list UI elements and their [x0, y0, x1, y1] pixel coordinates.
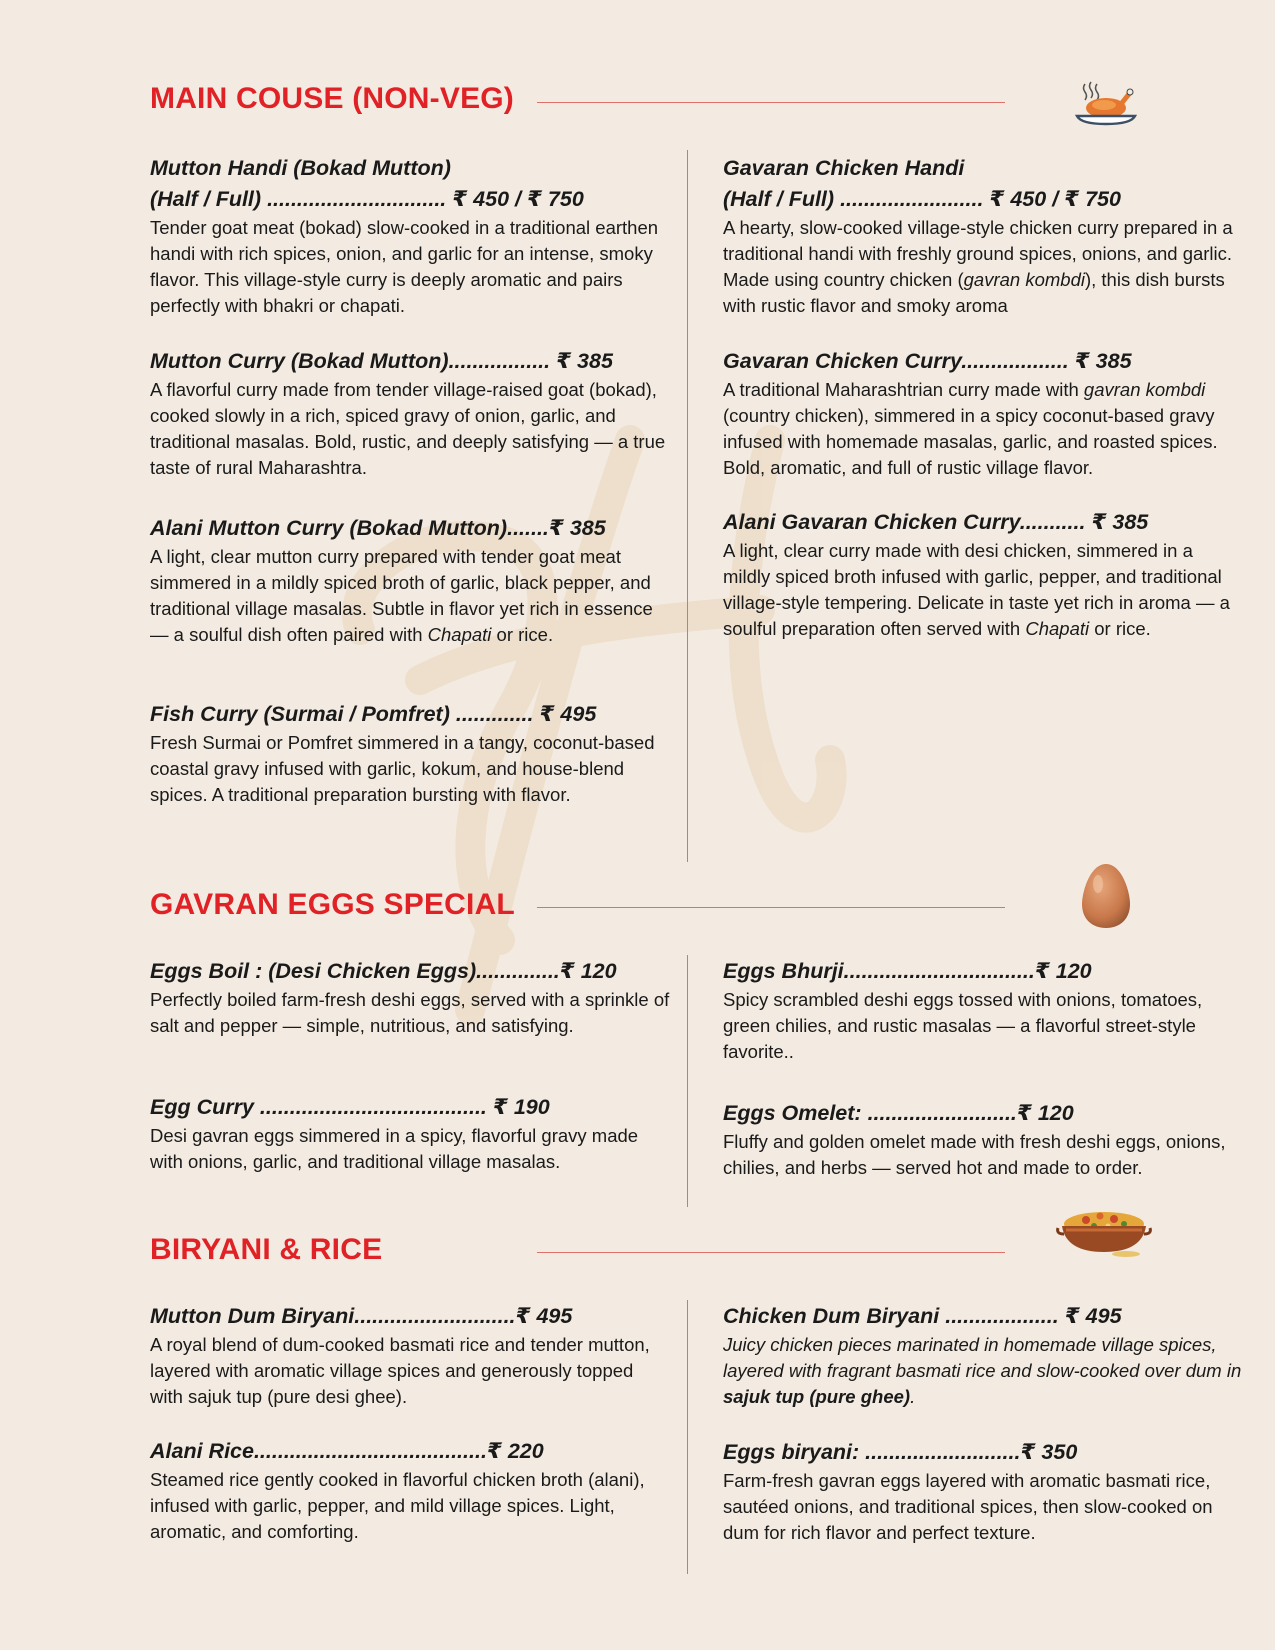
item-name-price: Alani Mutton Curry (Bokad Mutton).......₹ 385 — [150, 516, 606, 540]
section-rule — [537, 1252, 1005, 1253]
menu-item — [150, 1092, 670, 1175]
menu-item — [723, 153, 1243, 319]
menu-item — [723, 1437, 1243, 1546]
item-description: A royal blend of dum-cooked basmati rice and tender mutton, layered with aromatic village spices and generously topped with sajuk tup (pure desi ghee). — [150, 1334, 650, 1407]
item-price: ₹ 120 — [1016, 1101, 1074, 1125]
item-description: Perfectly boiled farm-fresh deshi eggs, served with a sprinkle of salt and pepper — simple, nutritious, and satisfying. — [150, 989, 670, 1036]
item-name-price: Eggs biryani: ..........................₹ 350 — [723, 1440, 1078, 1464]
item-description: Fluffy and golden omelet made with fresh deshi eggs, onions, chilies, and herbs — served hot and made to order. — [723, 1131, 1226, 1178]
item-name-price: Alani Rice.......................................₹ 220 — [150, 1439, 544, 1463]
menu-item — [150, 956, 670, 1039]
item-name: Mutton Handi (Bokad Mutton) — [150, 156, 451, 180]
item-price: ₹ 450 / ₹ 750 — [452, 187, 584, 211]
item-description: Tender goat meat (bokad) slow-cooked in a traditional earthen handi with rich spices, onion, and garlic for an intense, smoky flavor. This village-style curry is deeply aromatic and pairs perfectly with bhakri or chapati. — [150, 217, 659, 316]
item-name-price: Mutton Dum Biryani...........................₹ 495 — [150, 1304, 573, 1328]
item-description: Fresh Surmai or Pomfret simmered in a tangy, coconut-based coastal gravy infused with garlic, kokum, and house-blend spices. A traditional preparation bursting with flavor. — [150, 732, 655, 805]
item-price: ₹ 120 — [559, 959, 617, 983]
menu-item — [150, 699, 670, 808]
menu-item — [723, 507, 1243, 642]
item-price: ₹ 385 — [556, 349, 613, 373]
item-price: ₹ 190 — [492, 1095, 550, 1119]
item-price: ₹ 120 — [1034, 959, 1092, 983]
menu-item — [723, 1301, 1243, 1410]
column-divider — [687, 150, 688, 862]
section-title-eggs: GAVRAN EGGS SPECIAL — [150, 888, 515, 921]
item-price: ₹ 495 — [515, 1304, 573, 1328]
item-description: Spicy scrambled deshi eggs tossed with onions, tomatoes, green chilies, and rustic masalas — a flavorful street-style favorite.. — [723, 989, 1203, 1062]
item-name-price: (Half / Full) ........................ ₹ 450 / ₹ 750 — [723, 187, 1121, 211]
menu-item — [723, 956, 1243, 1065]
item-description: Juicy chicken pieces marinated in homemade village spices, layered with fragrant basmati rice and slow-cooked over dum in sajuk tup (pure ghee). — [723, 1334, 1242, 1407]
section-title-main-course: MAIN COUSE (NON-VEG) — [150, 82, 514, 115]
item-name-price: Fish Curry (Surmai / Pomfret) ............. ₹ 495 — [150, 702, 597, 726]
item-price: ₹ 385 — [1091, 510, 1149, 534]
item-price: ₹ 495 — [1064, 1304, 1122, 1328]
biryani-bowl-icon — [1056, 1204, 1152, 1260]
item-price: ₹ 350 — [1020, 1440, 1078, 1464]
item-name-price: Mutton Curry (Bokad Mutton)................. ₹ 385 — [150, 349, 613, 373]
item-description: Desi gavran eggs simmered in a spicy, flavorful gravy made with onions, garlic, and traditional village masalas. — [150, 1125, 639, 1172]
item-price: ₹ 495 — [539, 702, 597, 726]
item-description: A hearty, slow-cooked village-style chicken curry prepared in a traditional handi with freshly ground spices, onions, and garlic. Made using country chicken (gavran kombdi), this dish bursts with rustic flavor and smoky aroma — [723, 217, 1233, 316]
item-name-price: Eggs Boil : (Desi Chicken Eggs)..............₹ 120 — [150, 959, 617, 983]
item-description: A light, clear curry made with desi chicken, simmered in a mildly spiced broth infused with garlic, pepper, and traditional village-style tempering. Delicate in taste yet rich in aroma — a soulful preparation often served with Chapati or rice. — [723, 540, 1230, 639]
menu-item — [150, 346, 670, 481]
item-name: Gavaran Chicken Handi — [723, 156, 965, 180]
menu-item — [150, 513, 670, 648]
item-name-price: Eggs Omelet: .........................₹ 120 — [723, 1101, 1074, 1125]
item-price: ₹ 385 — [548, 516, 606, 540]
section-title-biryani: BIRYANI & RICE — [150, 1233, 383, 1266]
section-rule — [537, 907, 1005, 908]
item-name-price: Gavaran Chicken Curry.................. ₹ 385 — [723, 349, 1132, 373]
item-description: A traditional Maharashtrian curry made with gavran kombdi (country chicken), simmered in a spicy coconut-based gravy infused with homemade masalas, garlic, and roasted spices. Bold, aromatic, and full of rustic village flavor. — [723, 379, 1218, 478]
item-name-price: Eggs Bhurji................................₹ 120 — [723, 959, 1092, 983]
column-divider — [687, 1300, 688, 1574]
item-description: Steamed rice gently cooked in flavorful chicken broth (alani), infused with garlic, pepper, and mild village spices. Light, aromatic, and comforting. — [150, 1469, 645, 1542]
item-name-price: Alani Gavaran Chicken Curry........... ₹ 385 — [723, 510, 1149, 534]
item-name-price: Egg Curry ...................................... ₹ 190 — [150, 1095, 550, 1119]
item-description: A flavorful curry made from tender village-raised goat (bokad), cooked slowly in a rich, spiced gravy of onion, garlic, and traditional masalas. Bold, rustic, and deeply satisfying — a true taste of rural Maharashtra. — [150, 379, 666, 478]
item-name-price: (Half / Full) .............................. ₹ 450 / ₹ 750 — [150, 187, 584, 211]
egg-icon — [1080, 862, 1132, 930]
item-description: A light, clear mutton curry prepared with tender goat meat simmered in a mildly spiced broth of garlic, black pepper, and traditional village masalas. Subtle in flavor yet rich in essence — a soulful dish often paired with Chapati or rice. — [150, 546, 653, 645]
menu-item — [150, 1436, 670, 1545]
menu-item — [723, 1098, 1243, 1181]
item-description: Farm-fresh gavran eggs layered with aromatic basmati rice, sautéed onions, and traditional spices, then slow-cooked on dum for rich flavor and perfect texture. — [723, 1470, 1213, 1543]
menu-item — [150, 1301, 670, 1410]
menu-item — [150, 153, 670, 319]
menu-item — [723, 346, 1243, 481]
section-rule — [537, 102, 1005, 103]
roast-chicken-icon — [1073, 78, 1139, 128]
item-name-price: Chicken Dum Biryani ................... ₹ 495 — [723, 1304, 1122, 1328]
item-price: ₹ 450 / ₹ 750 — [989, 187, 1121, 211]
item-price: ₹ 220 — [486, 1439, 544, 1463]
column-divider — [687, 955, 688, 1207]
item-price: ₹ 385 — [1074, 349, 1132, 373]
